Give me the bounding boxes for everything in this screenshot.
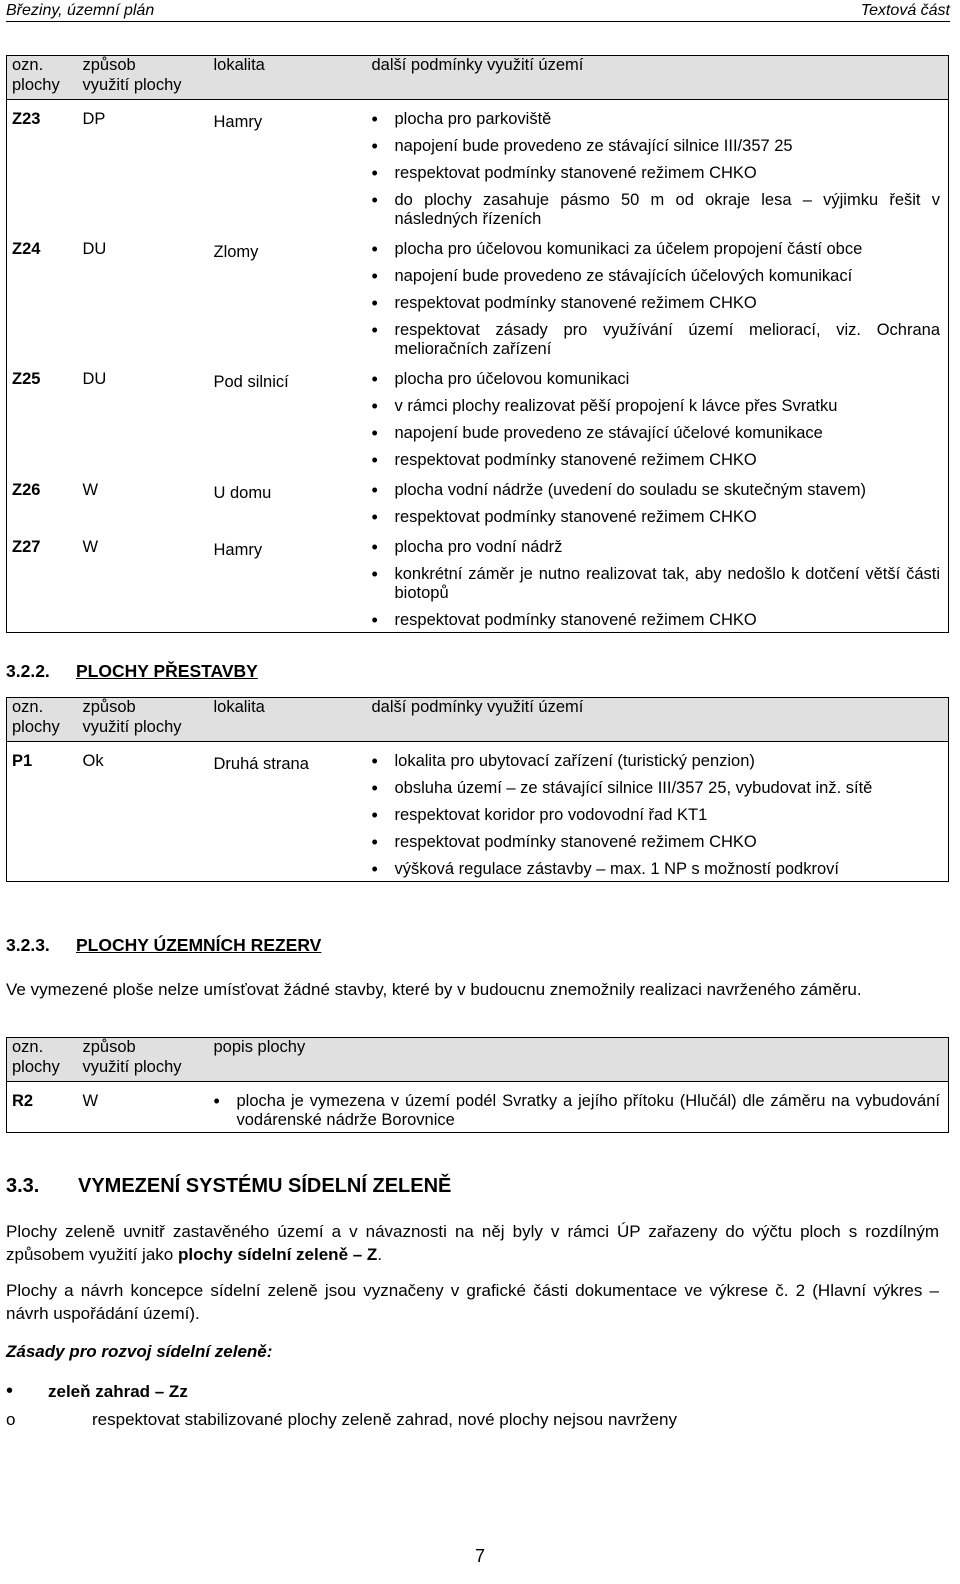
table-body	[7, 1038, 949, 1133]
condition-item: • respektovat podmínky stanovené režimem CHKO	[372, 508, 941, 527]
condition-item: • respektovat koridor pro vodovodní řad KT1	[372, 806, 941, 825]
row-code: Z23	[7, 99, 79, 237]
table-plochy-prestavby	[6, 697, 949, 882]
condition-item: • respektovat podmínky stanovené režimem CHKO	[372, 294, 941, 313]
condition-item: • konkrétní záměr je nutno realizovat tak, aby nedošlo k dotčení větší části biotopů	[372, 565, 941, 603]
row-location: Hamry	[210, 535, 368, 633]
row-code: Z25	[7, 367, 79, 478]
conditions-list	[214, 1092, 941, 1130]
para-bold-text: plochy sídelní zeleně – Z	[177, 1245, 378, 1264]
row-use: Ok	[79, 741, 210, 881]
condition-item: • respektovat zásady pro využívání území meliorací, viz. Ochrana melioračních zařízení	[372, 321, 941, 359]
table-header-cell: lokalita	[210, 698, 368, 742]
rezervy-paragraph: Ve vymezené ploše nelze umísťovat žádné stavby, které by v budoucnu znemožnily realizaci navrženého záměru.	[6, 980, 862, 999]
table-header-cell: další podmínky využití území	[368, 698, 949, 742]
table-row	[7, 478, 949, 535]
row-use: DP	[79, 99, 210, 237]
section-title: PLOCHY ÚZEMNÍCH REZERV	[76, 935, 322, 955]
table-row	[7, 535, 949, 633]
table-row	[7, 741, 949, 881]
row-location: Zlomy	[213, 242, 259, 261]
section-heading-3-2-2	[6, 661, 258, 682]
circle-bullet-icon: o	[6, 1410, 16, 1429]
row-code: R2	[7, 1081, 79, 1132]
table-header-cell: způsob využití plochy	[79, 698, 210, 742]
row-conditions	[368, 237, 949, 367]
conditions-list	[372, 110, 941, 229]
row-conditions	[368, 99, 949, 237]
section-number: 3.2.2.	[6, 661, 50, 681]
row-conditions	[368, 741, 949, 881]
row-use: W	[79, 1081, 210, 1132]
table-header-cell: způsob využití plochy	[79, 56, 210, 100]
conditions-list	[372, 370, 941, 470]
header-section-name: Textová část	[860, 2, 950, 19]
list-item-text: respektovat stabilizované plochy zeleně zahrad, nové plochy nejsou navrženy	[92, 1410, 677, 1429]
para-text-end: .	[377, 1245, 383, 1264]
page-header	[6, 0, 950, 22]
condition-item: • plocha pro parkoviště	[372, 110, 941, 129]
condition-item: • obsluha území – ze stávající silnice III/357 25, vybudovat inž. sítě	[372, 779, 941, 798]
table-zastavitelne-plochy	[6, 55, 949, 633]
table-header-row	[7, 56, 949, 100]
zelen-paragraph-2: Plochy a návrh koncepce sídelní zeleně jsou vyznačeny v grafické části dokumentace ve výkrese č. 2 (Hlavní výkres – návrh uspořádání území).	[6, 1281, 939, 1323]
list-item-level-1	[6, 1379, 188, 1403]
condition-item: • plocha pro účelovou komunikaci za účelem propojení částí obce	[372, 240, 941, 259]
row-conditions	[368, 367, 949, 478]
row-conditions	[210, 1081, 949, 1132]
table-body	[7, 698, 949, 882]
condition-item: • plocha pro vodní nádrž	[372, 538, 941, 557]
zelen-paragraph-1	[6, 1220, 939, 1266]
condition-item: • v rámci plochy realizovat pěší propojení k lávce přes Svratku	[372, 397, 941, 416]
row-code: Z24	[7, 237, 79, 367]
condition-item: • respektovat podmínky stanovené režimem CHKO	[372, 451, 941, 470]
row-code: Z26	[7, 478, 79, 535]
section-heading-3-2-3	[6, 935, 321, 956]
table-header-row	[7, 698, 949, 742]
bullet-icon: •	[6, 1380, 14, 1402]
table-header-cell: ozn. plochy	[7, 1038, 79, 1082]
row-code: Z27	[7, 535, 79, 633]
conditions-list	[372, 538, 941, 630]
row-code: P1	[7, 741, 79, 881]
condition-item: • plocha vodní nádrže (uvedení do souladu se skutečným stavem)	[372, 481, 941, 500]
section-heading-3-3	[6, 1174, 451, 1198]
row-location: U domu	[213, 483, 272, 502]
table-row	[7, 367, 949, 478]
table-header-cell: lokalita	[210, 56, 368, 100]
row-location: Druhá strana	[210, 741, 368, 881]
table-header-cell: ozn. plochy	[7, 698, 79, 742]
zasady-heading: Zásady pro rozvoj sídelní zeleně:	[6, 1342, 273, 1361]
table-header-cell: způsob využití plochy	[79, 1038, 210, 1082]
conditions-list	[372, 752, 941, 879]
table-uzemni-rezervy	[6, 1037, 949, 1133]
condition-item: • do plochy zasahuje pásmo 50 m od okraje lesa – výjimku řešit v následných řízeních	[372, 191, 941, 229]
condition-item: • respektovat podmínky stanovené režimem CHKO	[372, 164, 941, 183]
row-use: W	[82, 480, 99, 499]
table-row	[7, 237, 949, 367]
condition-item: • napojení bude provedeno ze stávajících účelových komunikací	[372, 267, 941, 286]
list-item-level-2	[6, 1410, 677, 1430]
condition-item: • respektovat podmínky stanovené režimem CHKO	[372, 833, 941, 852]
row-use: DU	[82, 369, 107, 388]
table-row	[7, 1081, 949, 1132]
row-use: W	[79, 535, 210, 633]
row-location: Hamry	[210, 99, 368, 237]
table-header-cell: popis plochy	[210, 1038, 949, 1082]
section-number: 3.2.3.	[6, 935, 50, 955]
condition-item: • respektovat podmínky stanovené režimem CHKO	[372, 611, 941, 630]
row-use: DU	[82, 239, 107, 258]
table-header-cell: další podmínky využití území	[368, 56, 949, 100]
table-body	[7, 56, 949, 633]
condition-item: • napojení bude provedeno ze stávající účelové komunikace	[372, 424, 941, 443]
section-title: VYMEZENÍ SYSTÉMU SÍDELNÍ ZELENĚ	[78, 1175, 452, 1197]
condition-item: • výšková regulace zástavby – max. 1 NP s možností podkroví	[372, 860, 941, 879]
condition-item: • plocha je vymezena v území podél Svratky a jejího přítoku (Hlučál) dle záměru na vybudování vodárenské nádrže Borovnice	[214, 1092, 941, 1130]
row-location: Pod silnicí	[213, 372, 289, 391]
conditions-list	[372, 481, 941, 527]
list-item-text: zeleň zahrad – Zz	[48, 1382, 188, 1401]
row-conditions	[368, 535, 949, 633]
condition-item: • napojení bude provedeno ze stávající silnice III/357 25	[372, 137, 941, 156]
table-header-row	[7, 1038, 949, 1082]
header-document-title: Březiny, územní plán	[6, 2, 155, 19]
conditions-list	[372, 240, 941, 359]
condition-item: • lokalita pro ubytovací zařízení (turistický penzion)	[372, 752, 941, 771]
condition-item: • plocha pro účelovou komunikaci	[372, 370, 941, 389]
section-title: PLOCHY PŘESTAVBY	[76, 661, 258, 681]
section-number: 3.3.	[6, 1175, 40, 1197]
table-header-cell: ozn. plochy	[7, 56, 79, 100]
table-row	[7, 99, 949, 237]
page-number: 7	[474, 1546, 485, 1566]
para-text: Plochy zeleně uvnitř zastavěného území a v návaznosti na něj byly v rámci ÚP zařazeny do výčtu ploch s rozdílným způsobem využití jako	[6, 1222, 939, 1264]
row-conditions	[368, 478, 949, 535]
